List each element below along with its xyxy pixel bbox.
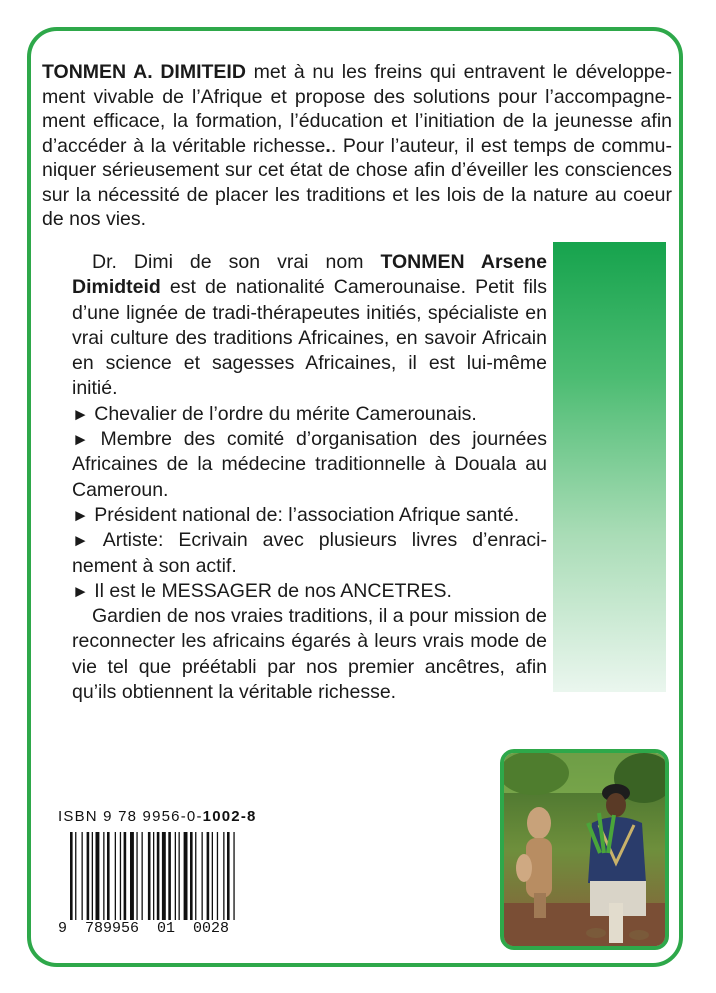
- barcode-bar: [233, 832, 234, 920]
- bio-lead: Dr. Dimi de son vrai nom: [92, 251, 381, 273]
- bullet-text: Président national de: l’association Afrique santé.: [88, 503, 520, 526]
- barcode-bar: [175, 832, 176, 920]
- intro-paragraph: [42, 60, 672, 232]
- bullet-arrow-icon: ►: [72, 430, 89, 450]
- barcode-bar: [153, 832, 154, 920]
- barcode-bar: [70, 832, 73, 920]
- bullet-text: Il est le MESSAGER de nos ANCETRES.: [88, 579, 452, 602]
- barcode-bar: [130, 832, 134, 920]
- barcode-bar: [162, 832, 166, 920]
- bullet-arrow-icon: ►: [72, 581, 89, 601]
- barcode-bar: [190, 832, 193, 920]
- bio-bullet-item: [72, 503, 547, 528]
- intro-author-name: TONMEN A. DIMITEID: [42, 61, 246, 83]
- barcode-bar: [96, 832, 100, 920]
- barcode-bar: [142, 832, 143, 920]
- bio-bullet-item: [72, 528, 547, 579]
- author-photo: [500, 749, 669, 950]
- barcode-bar: [217, 832, 218, 920]
- barcode-bar: [212, 832, 213, 920]
- bio-bullet-item: [72, 402, 547, 427]
- author-photo-image: [504, 753, 665, 946]
- bio-lead-rest: est de nationalité Camerounaise. Petit fils d’une lignée de tradi-thérapeutes initiés, spécialiste en vrai culture des traditions Africaines, en savoir Africain en science et sagesses Africaines, il est lui-même initié.: [72, 276, 547, 400]
- barcode-bar: [75, 832, 76, 920]
- barcode-digits: 9 789956 01 0028: [58, 920, 230, 937]
- isbn-label: [58, 808, 257, 825]
- green-gradient-panel: [553, 242, 666, 692]
- intro-text-a: met à nu les freins qui entravent le développement vivable de l’Afrique et propose des solutions pour l’accompagnement efficace, la formation, l’éducation et l’initiation de la jeunesse afin d’accéder à la véritable richesse: [42, 61, 672, 157]
- bullet-text: Membre des comité d’organisation des journées Africaines de la médecine traditionnelle à Douala au Cameroun.: [72, 428, 547, 501]
- bullet-text: Chevalier de l’ordre du mérite Camerounais.: [88, 402, 477, 425]
- bio-closing-paragraph: Gardien de nos vraies traditions, il a pour mission de reconnecter les africains égarés à leurs vrais mode de vie tel que préétabli par nos premier ancêtres, afin qu’ils obtiennent la véritable richesse.: [72, 605, 547, 704]
- isbn-label-bold: 1002-8: [202, 808, 257, 825]
- barcode-bar: [168, 832, 171, 920]
- barcode-bar: [184, 832, 188, 920]
- bio-lead-paragraph: [72, 250, 547, 402]
- barcode-bar: [87, 832, 90, 920]
- barcode-bar: [82, 832, 83, 920]
- barcode-bar: [103, 832, 104, 920]
- barcode-bar: [207, 832, 210, 920]
- author-bio: [72, 250, 547, 705]
- barcode-bar: [136, 832, 137, 920]
- bio-bullet-item: [72, 579, 547, 604]
- barcode-bar: [202, 832, 203, 920]
- bullet-arrow-icon: ►: [72, 505, 89, 525]
- barcode-bar: [195, 832, 196, 920]
- barcode-bar: [179, 832, 180, 920]
- barcode-bar: [115, 832, 116, 920]
- barcode-bar: [148, 832, 151, 920]
- intro-period: .: [325, 134, 331, 157]
- bio-bullet-item: [72, 427, 547, 503]
- intro-text-b: . Pour l’auteur, il est temps de communiquer sérieusement sur cet état de chose afin d’éveiller les consciences sur la nécessité de placer les traditions et les lois de la nature au coeur de nos vies.: [42, 134, 672, 230]
- barcode-bar: [107, 832, 110, 920]
- bullet-arrow-icon: ►: [72, 531, 89, 551]
- isbn-barcode: [58, 808, 298, 942]
- barcode-bar: [227, 832, 230, 920]
- bio-author-name: TONMEN Arsene Dimidteid: [72, 251, 547, 299]
- barcode-bar: [157, 832, 160, 920]
- barcode-bars: [70, 832, 295, 922]
- bullet-arrow-icon: ►: [72, 404, 89, 424]
- barcode-bar: [223, 832, 224, 920]
- barcode-bar: [92, 832, 93, 920]
- isbn-label-text: ISBN 9 78 9956-0-: [58, 808, 203, 825]
- bullet-text: Artiste: Ecrivain avec plusieurs livres d’enracinement à son actif.: [72, 529, 547, 577]
- barcode-bar: [120, 832, 121, 920]
- barcode-bar: [124, 832, 127, 920]
